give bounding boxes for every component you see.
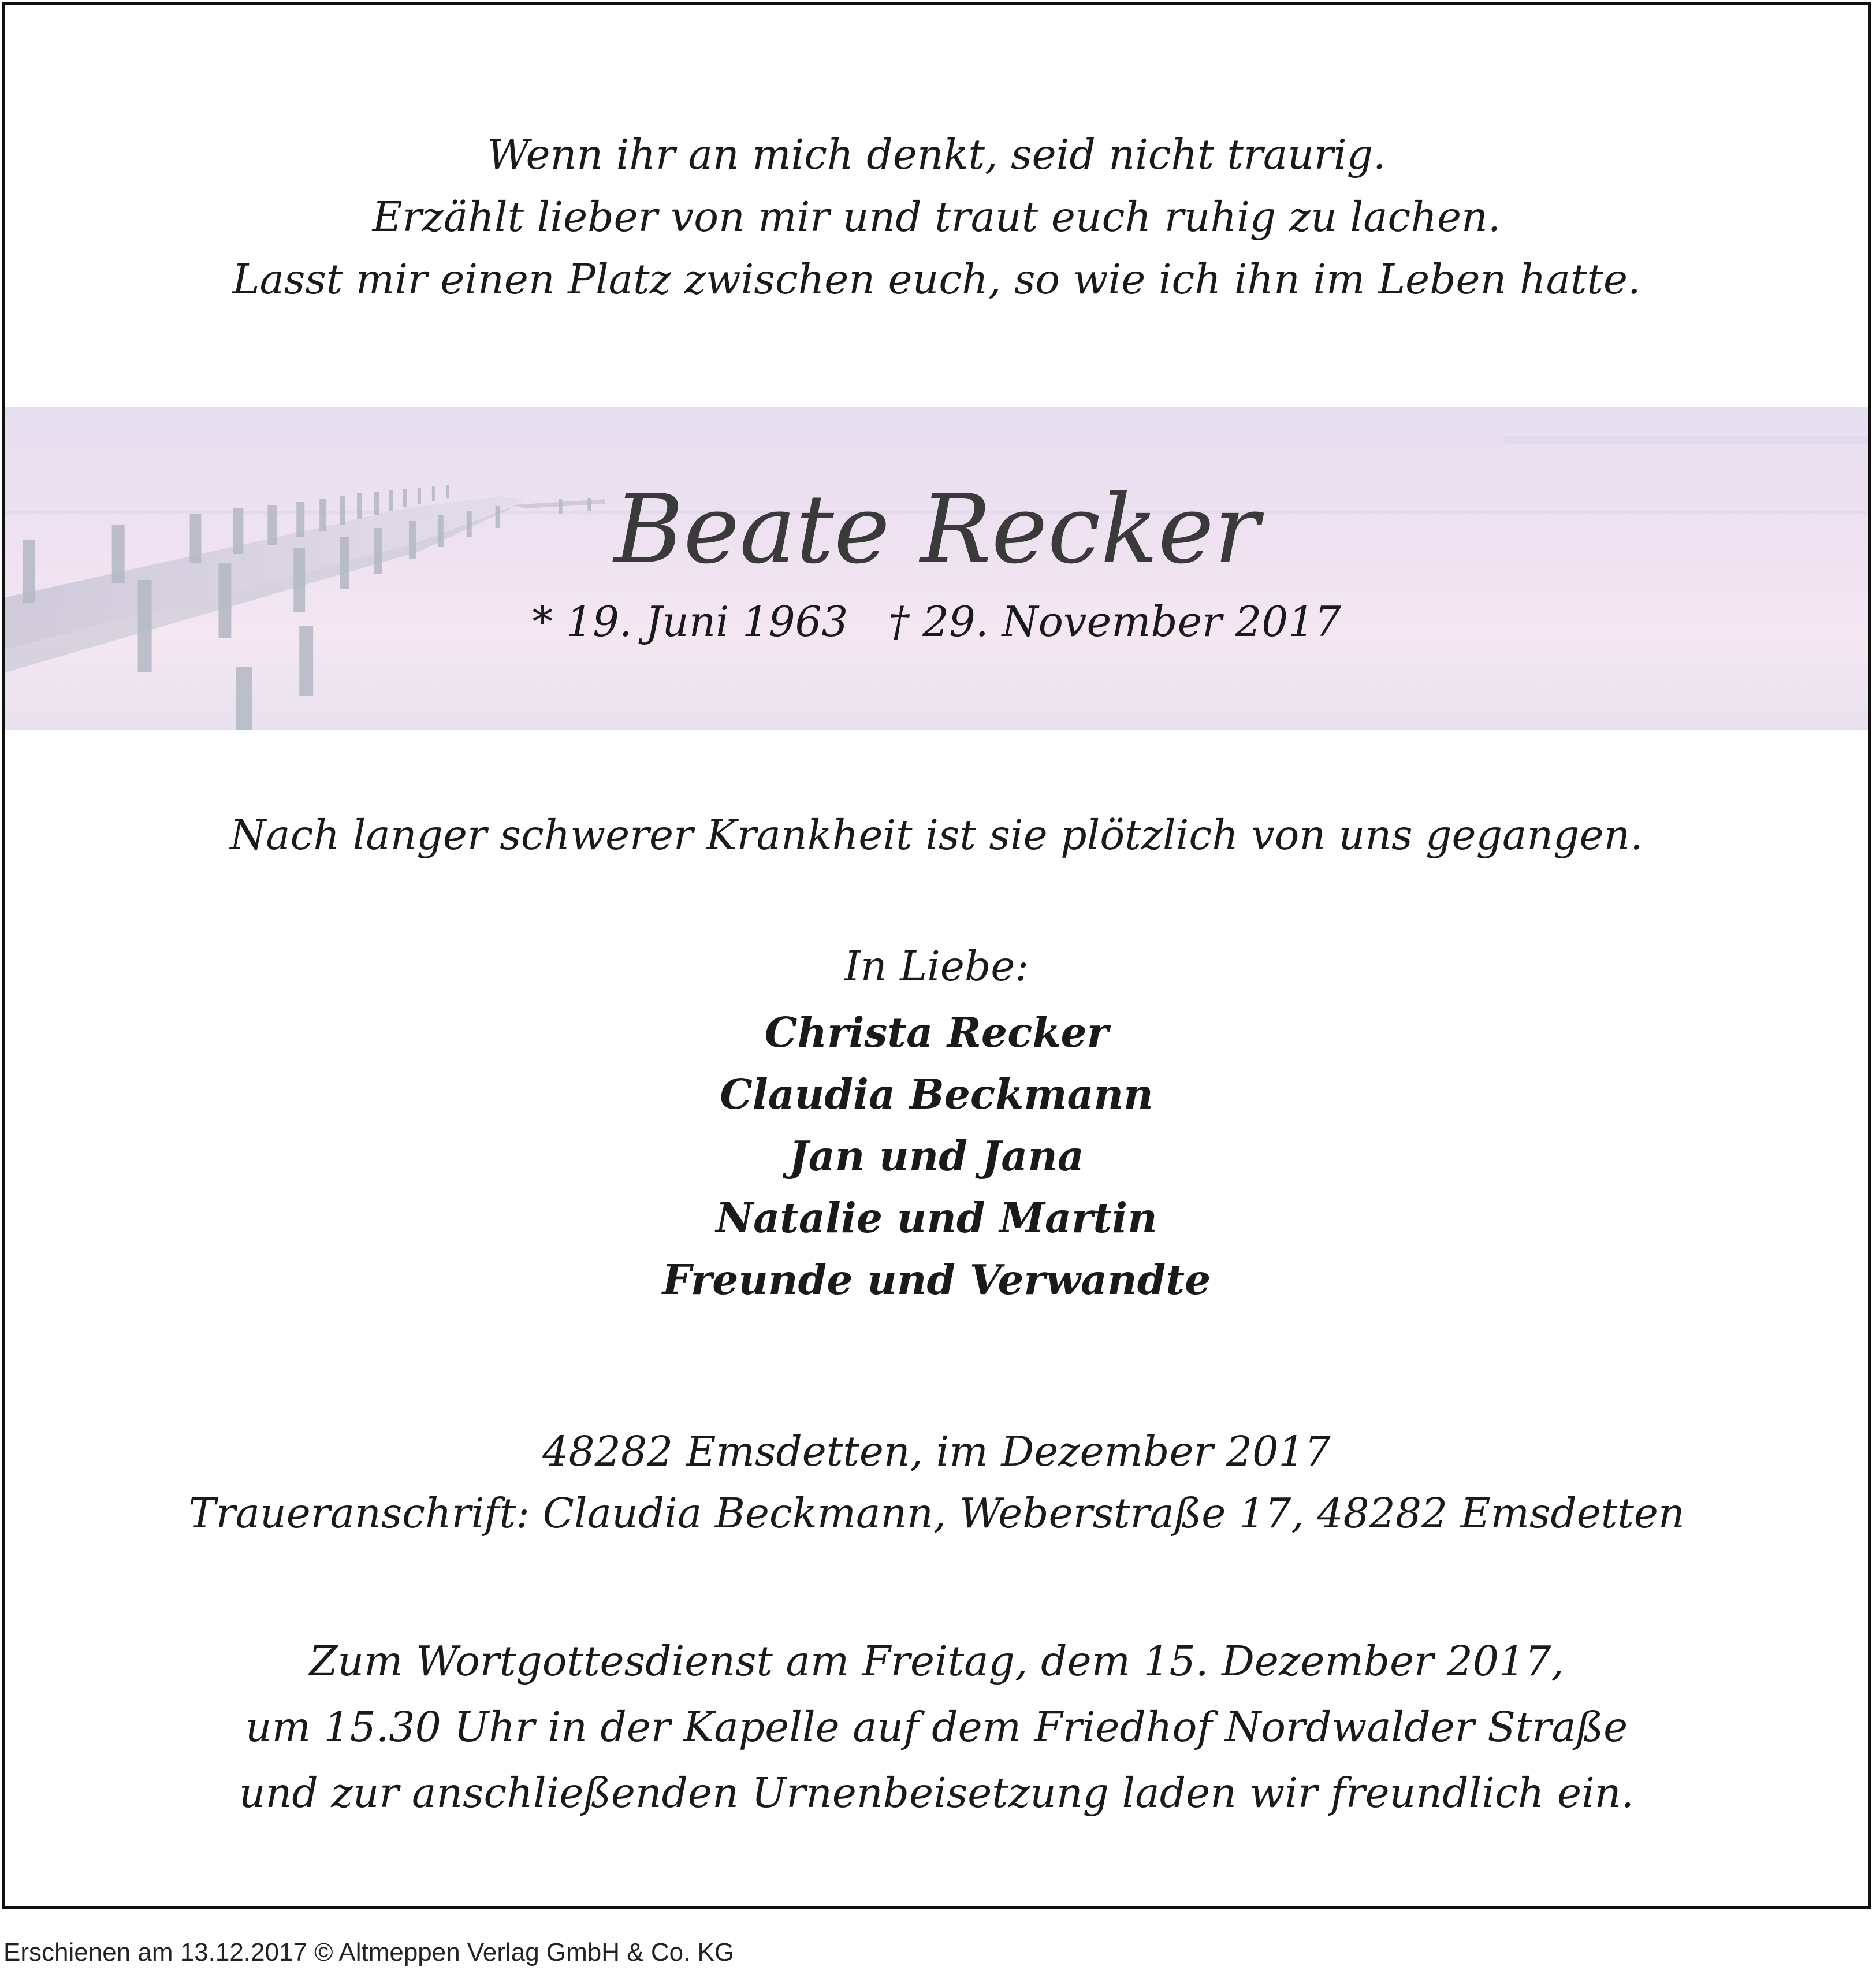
mourners-label: In Liebe: — [844, 942, 1029, 990]
deceased-name: Beate Recker — [613, 474, 1260, 585]
birth-date: * 19. Juni 1963 — [532, 597, 848, 646]
poem-line: Lasst mir einen Platz zwischen euch, so wie ich ihn im Leben hatte. — [232, 255, 1641, 303]
poem-line: Wenn ihr an mich denkt, seid nicht traurig. — [487, 131, 1386, 179]
mourners-list — [5, 1002, 1868, 1311]
death-date: † 29. November 2017 — [888, 597, 1341, 646]
obituary-frame — [2, 2, 1871, 1909]
publication-footer: Erschienen am 13.12.2017 © Altmeppen Verlag GmbH & Co. KG — [3, 1938, 735, 1966]
service-line: um 15.30 Uhr in der Kapelle auf dem Friedhof Nordwalder Straße — [245, 1703, 1628, 1751]
mourner-name: Claudia Beckmann — [720, 1070, 1153, 1118]
mourner-name: Natalie und Martin — [716, 1194, 1157, 1242]
service-line: Zum Wortgottesdienst am Freitag, dem 15. Dezember 2017, — [309, 1637, 1564, 1685]
life-dates — [5, 597, 1868, 646]
poem — [5, 124, 1868, 311]
service-line: und zur anschließenden Urnenbeisetzung laden wir freundlich ein. — [239, 1769, 1635, 1817]
mourner-name: Freunde und Verwandte — [662, 1255, 1211, 1304]
location-date: 48282 Emsdetten, im Dezember 2017 — [542, 1427, 1331, 1475]
statement: Nach langer schwerer Krankheit ist sie plötzlich von uns gegangen. — [230, 811, 1643, 859]
place-block — [5, 1421, 1868, 1544]
mourner-name: Christa Recker — [764, 1008, 1109, 1057]
mourning-address: Traueranschrift: Claudia Beckmann, Weberstraße 17, 48282 Emsdetten — [188, 1489, 1685, 1537]
poem-line: Erzählt lieber von mir und traut euch ruhig zu lachen. — [372, 193, 1501, 241]
mourner-name: Jan und Jana — [789, 1132, 1084, 1180]
banner — [5, 407, 1868, 730]
service-invitation — [5, 1628, 1868, 1826]
